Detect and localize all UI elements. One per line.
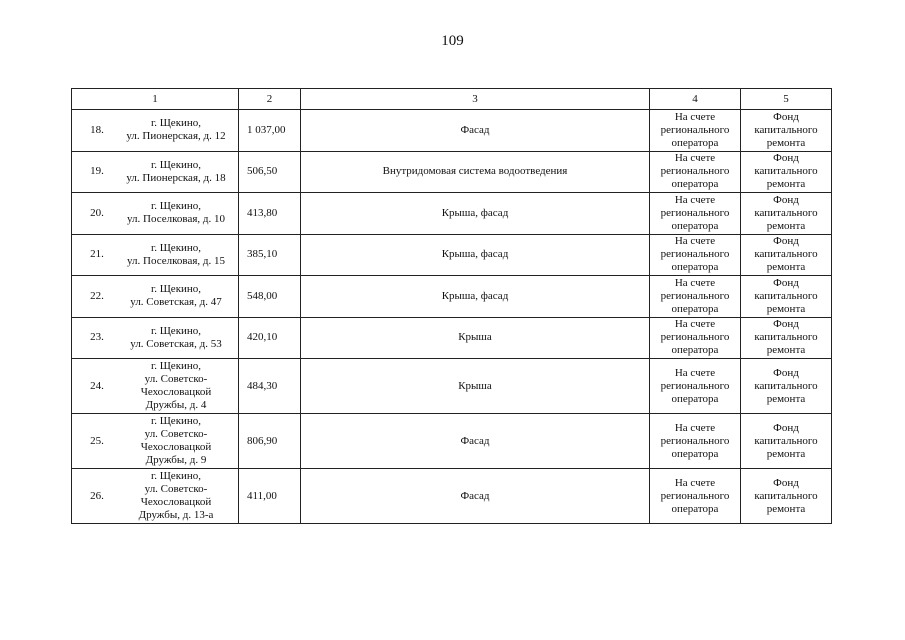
address-line-1: г. Щекино, (150, 158, 202, 171)
address-text (116, 242, 236, 268)
address-line-2: ул. Советская, д. 53 (130, 337, 222, 350)
fund-cell: Фонд капитального ремонта (741, 234, 832, 276)
account-cell: На счете регионального оператора (650, 110, 741, 152)
fund-cell: Фонд капитального ремонта (741, 469, 832, 524)
address-line-3: Чехословацкой (140, 441, 212, 453)
area-cell: 806,90 (239, 414, 301, 469)
work-type-cell: Фасад (301, 110, 650, 152)
account-cell: На счете регионального оператора (650, 151, 741, 193)
address-cell (72, 317, 239, 359)
address-line-3: Чехословацкой (140, 386, 212, 398)
header-col-1: 1 (72, 89, 239, 110)
row-number: 26. (90, 489, 104, 502)
address-cell (72, 151, 239, 193)
row-number: 18. (90, 123, 104, 136)
address-line-2: ул. Пионерская, д. 12 (126, 130, 226, 143)
fund-cell: Фонд капитального ремонта (741, 151, 832, 193)
address-text (116, 117, 236, 143)
fund-cell: Фонд капитального ремонта (741, 359, 832, 414)
area-cell: 413,80 (239, 193, 301, 235)
work-type-cell: Крыша, фасад (301, 193, 650, 235)
fund-cell: Фонд капитального ремонта (741, 193, 832, 235)
address-cell (72, 469, 239, 524)
table-body (72, 110, 832, 524)
address-line-1: г. Щекино, (150, 324, 202, 337)
address-text (116, 159, 236, 185)
row-number: 21. (90, 248, 104, 261)
row-number: 20. (90, 206, 104, 219)
area-cell: 506,50 (239, 151, 301, 193)
address-line-2: ул. Советская, д. 47 (130, 296, 222, 309)
address-line-1: г. Щекино, (150, 283, 202, 296)
address-text (116, 360, 236, 412)
table-row (72, 359, 832, 414)
address-line-1: г. Щекино, (150, 360, 202, 372)
row-number: 22. (90, 289, 104, 302)
account-cell: На счете регионального оператора (650, 234, 741, 276)
repair-table (71, 88, 832, 524)
header-col-4: 4 (650, 89, 741, 110)
work-type-cell: Фасад (301, 469, 650, 524)
address-cell (72, 276, 239, 318)
address-line-2: ул. Советско- (144, 373, 208, 385)
address-line-4: Дружбы, д. 13-а (138, 509, 214, 521)
address-cell (72, 234, 239, 276)
table-row (72, 276, 832, 318)
header-col-3: 3 (301, 89, 650, 110)
fund-cell: Фонд капитального ремонта (741, 414, 832, 469)
work-type-cell: Фасад (301, 414, 650, 469)
address-text (116, 283, 236, 309)
table-row (72, 151, 832, 193)
row-number: 19. (90, 165, 104, 178)
address-text (116, 415, 236, 467)
area-cell: 420,10 (239, 317, 301, 359)
table-row (72, 317, 832, 359)
row-number: 25. (90, 434, 104, 447)
table-row (72, 414, 832, 469)
address-line-2: ул. Поселковая, д. 10 (127, 213, 225, 226)
table-row (72, 193, 832, 235)
table-row (72, 469, 832, 524)
account-cell: На счете регионального оператора (650, 469, 741, 524)
address-text (116, 325, 236, 351)
address-cell (72, 414, 239, 469)
fund-cell: Фонд капитального ремонта (741, 276, 832, 318)
area-cell: 411,00 (239, 469, 301, 524)
area-cell: 385,10 (239, 234, 301, 276)
work-type-cell: Крыша (301, 317, 650, 359)
address-line-2: ул. Поселковая, д. 15 (127, 254, 225, 267)
address-cell (72, 193, 239, 235)
address-line-1: г. Щекино, (150, 415, 202, 427)
work-type-cell: Внутридомовая система водоотведения (301, 151, 650, 193)
address-text (116, 470, 236, 522)
header-col-5: 5 (741, 89, 832, 110)
address-line-2: ул. Советско- (144, 428, 208, 440)
work-type-cell: Крыша (301, 359, 650, 414)
row-number: 24. (90, 379, 104, 392)
fund-cell: Фонд капитального ремонта (741, 317, 832, 359)
address-line-2: ул. Советско- (144, 483, 208, 495)
address-cell (72, 110, 239, 152)
address-cell (72, 359, 239, 414)
table-row (72, 110, 832, 152)
address-line-4: Дружбы, д. 4 (145, 399, 207, 411)
address-line-1: г. Щекино, (150, 241, 202, 254)
fund-cell: Фонд капитального ремонта (741, 110, 832, 152)
account-cell: На счете регионального оператора (650, 414, 741, 469)
address-line-1: г. Щекино, (150, 470, 202, 482)
account-cell: На счете регионального оператора (650, 193, 741, 235)
address-line-2: ул. Пионерская, д. 18 (126, 171, 226, 184)
area-cell: 484,30 (239, 359, 301, 414)
address-line-1: г. Щекино, (150, 200, 202, 213)
work-type-cell: Крыша, фасад (301, 276, 650, 318)
row-number: 23. (90, 331, 104, 344)
address-line-1: г. Щекино, (150, 117, 202, 130)
table-header (72, 89, 832, 110)
address-text (116, 200, 236, 226)
work-type-cell: Крыша, фасад (301, 234, 650, 276)
account-cell: На счете регионального оператора (650, 317, 741, 359)
account-cell: На счете регионального оператора (650, 359, 741, 414)
table-row (72, 234, 832, 276)
account-cell: На счете регионального оператора (650, 276, 741, 318)
address-line-3: Чехословацкой (140, 496, 212, 508)
header-row (72, 89, 832, 110)
page-number: 109 (441, 33, 464, 49)
header-col-2: 2 (239, 89, 301, 110)
address-line-4: Дружбы, д. 9 (145, 454, 207, 466)
area-cell: 1 037,00 (239, 110, 301, 152)
area-cell: 548,00 (239, 276, 301, 318)
